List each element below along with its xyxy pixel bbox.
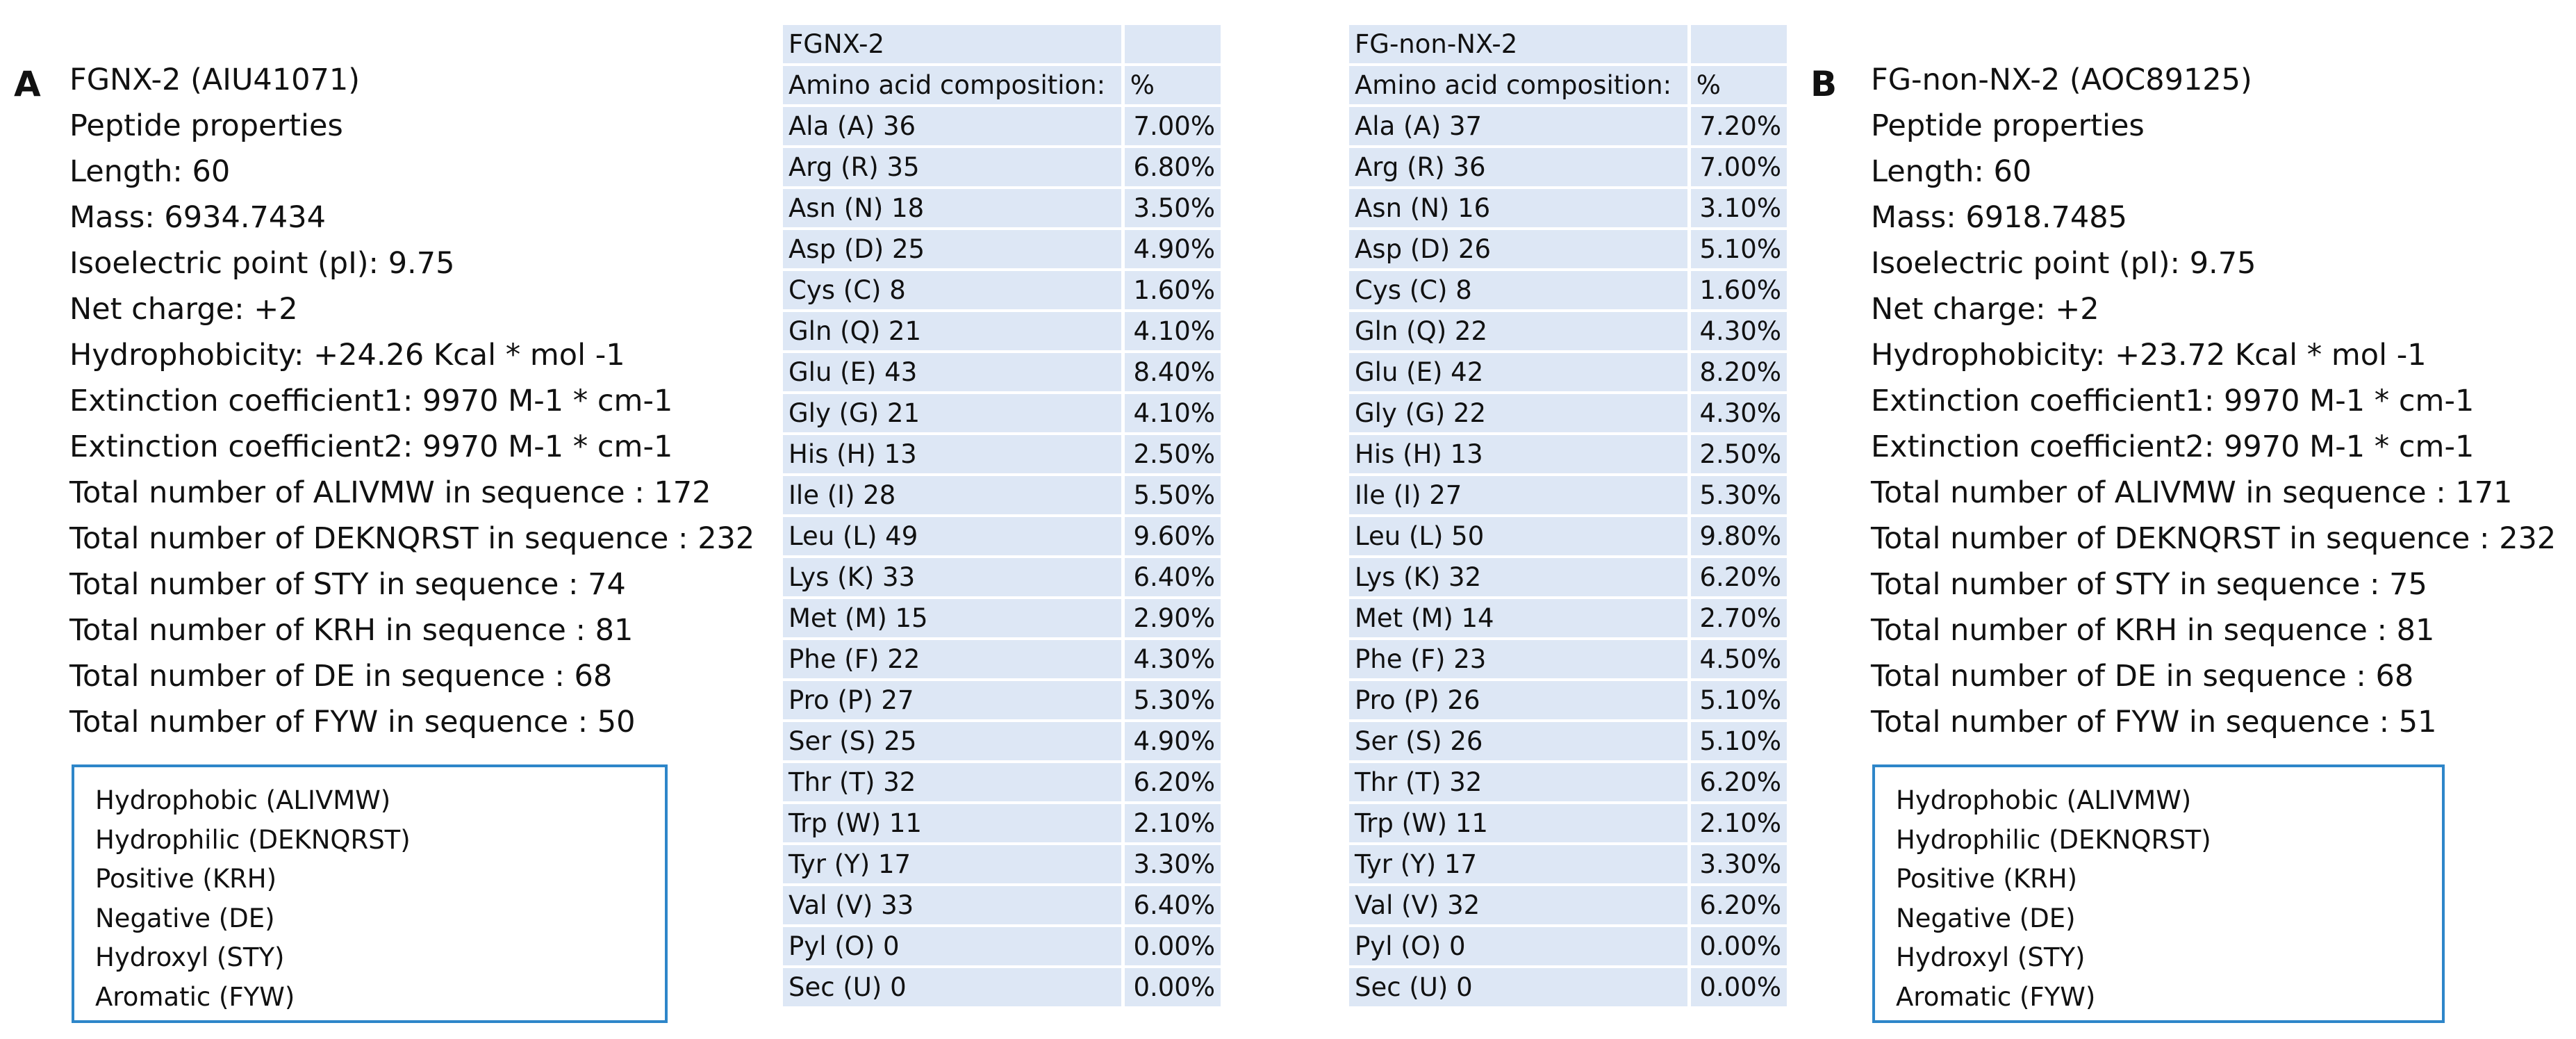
column-header-percent: % xyxy=(1691,66,1787,104)
table-row xyxy=(1349,312,1787,350)
amino-acid-count-cell: Val (V) 32 xyxy=(1349,886,1687,924)
table-row xyxy=(1349,968,1787,1006)
amino-acid-count-cell: Gln (Q) 21 xyxy=(783,312,1121,350)
amino-acid-percent-cell: 6.40% xyxy=(1125,558,1221,596)
table-row xyxy=(783,886,1221,924)
amino-acid-percent-cell: 6.20% xyxy=(1691,886,1787,924)
panel-a-line: Extinction coefficient2: 9970 M-1 * cm-1 xyxy=(69,429,673,464)
amino-acid-count-cell: Phe (F) 22 xyxy=(783,640,1121,678)
amino-acid-percent-cell: 4.30% xyxy=(1691,312,1787,350)
panel-a-line: Length: 60 xyxy=(69,154,231,189)
amino-acid-percent-cell: 5.10% xyxy=(1691,722,1787,760)
panel-a-line: Extinction coefficient1: 9970 M-1 * cm-1 xyxy=(69,384,673,418)
amino-acid-percent-cell: 5.30% xyxy=(1125,681,1221,719)
amino-acid-percent-cell: 5.30% xyxy=(1691,476,1787,514)
panel-b-line: Total number of KRH in sequence : 81 xyxy=(1871,613,2435,648)
panel-b-legend xyxy=(1872,764,2445,1023)
amino-acid-count-cell: Sec (U) 0 xyxy=(783,968,1121,1006)
panel-b-line: Total number of FYW in sequence : 51 xyxy=(1871,705,2437,739)
table-row xyxy=(1349,189,1787,227)
table-row xyxy=(1349,230,1787,268)
amino-acid-percent-cell: 5.10% xyxy=(1691,230,1787,268)
amino-acid-count-cell: Ile (I) 28 xyxy=(783,476,1121,514)
amino-acid-percent-cell: 4.50% xyxy=(1691,640,1787,678)
table-row xyxy=(1349,681,1787,719)
amino-acid-count-cell: His (H) 13 xyxy=(783,435,1121,473)
panel-b-line: Total number of DEKNQRST in sequence : 232 xyxy=(1871,521,2557,556)
amino-acid-count-cell: Val (V) 33 xyxy=(783,886,1121,924)
amino-acid-percent-cell: 0.00% xyxy=(1691,968,1787,1006)
amino-acid-percent-cell: 7.20% xyxy=(1691,107,1787,145)
legend-item: Hydrophobic (ALIVMW) xyxy=(1896,785,2192,815)
amino-acid-percent-cell: 0.00% xyxy=(1125,968,1221,1006)
panel-b-line: Hydrophobicity: +23.72 Kcal * mol -1 xyxy=(1871,338,2427,373)
table-row xyxy=(1349,927,1787,965)
column-header-composition: Amino acid composition: xyxy=(783,66,1121,104)
panel-b-line: Extinction coefficient1: 9970 M-1 * cm-1 xyxy=(1871,384,2475,418)
panel-b-line: Isoelectric point (pI): 9.75 xyxy=(1871,246,2256,281)
panel-b-properties xyxy=(1871,57,2556,745)
amino-acid-count-cell: Ile (I) 27 xyxy=(1349,476,1687,514)
legend-item: Aromatic (FYW) xyxy=(1896,981,2096,1012)
panel-a-line: Mass: 6934.7434 xyxy=(69,200,326,235)
amino-acid-percent-cell: 0.00% xyxy=(1125,927,1221,965)
amino-acid-percent-cell: 2.10% xyxy=(1125,804,1221,842)
legend-item: Negative (DE) xyxy=(95,903,275,933)
amino-acid-count-cell: Trp (W) 11 xyxy=(1349,804,1687,842)
amino-acid-percent-cell: 6.20% xyxy=(1125,763,1221,801)
table-row xyxy=(1349,394,1787,432)
amino-acid-count-cell: Met (M) 15 xyxy=(783,599,1121,637)
panel-a-line: Isoelectric point (pI): 9.75 xyxy=(69,246,455,281)
amino-acid-count-cell: Asn (N) 16 xyxy=(1349,189,1687,227)
legend-item: Hydrophobic (ALIVMW) xyxy=(95,785,391,815)
amino-acid-count-cell: His (H) 13 xyxy=(1349,435,1687,473)
column-header-percent: % xyxy=(1125,66,1221,104)
panel-b-line: Total number of DE in sequence : 68 xyxy=(1871,659,2414,694)
amino-acid-count-cell: Asp (D) 26 xyxy=(1349,230,1687,268)
table-row xyxy=(1349,353,1787,391)
amino-acid-percent-cell: 5.10% xyxy=(1691,681,1787,719)
panel-a-line: Total number of DEKNQRST in sequence : 232 xyxy=(69,521,755,556)
panel-a-line: Total number of ALIVMW in sequence : 172 xyxy=(69,475,711,510)
table-row xyxy=(783,681,1221,719)
panel-a-legend xyxy=(72,764,668,1023)
fg-non-nx2-composition-table xyxy=(1346,22,1790,1009)
amino-acid-percent-cell: 7.00% xyxy=(1691,148,1787,186)
legend-item: Positive (KRH) xyxy=(95,864,277,894)
amino-acid-percent-cell: 2.70% xyxy=(1691,599,1787,637)
panel-b-line: Mass: 6918.7485 xyxy=(1871,200,2127,235)
amino-acid-count-cell: Gly (G) 21 xyxy=(783,394,1121,432)
panel-a-line: Hydrophobicity: +24.26 Kcal * mol -1 xyxy=(69,338,625,373)
table-header-row xyxy=(783,66,1221,104)
table-row xyxy=(1349,476,1787,514)
table-row xyxy=(1349,640,1787,678)
panel-b-line: Total number of STY in sequence : 75 xyxy=(1871,567,2427,602)
amino-acid-percent-cell: 8.40% xyxy=(1125,353,1221,391)
table-name-row xyxy=(1349,25,1787,63)
amino-acid-percent-cell: 9.60% xyxy=(1125,517,1221,555)
amino-acid-count-cell: Asn (N) 18 xyxy=(783,189,1121,227)
amino-acid-percent-cell: 1.60% xyxy=(1691,271,1787,309)
amino-acid-count-cell: Leu (L) 50 xyxy=(1349,517,1687,555)
panel-a-line: Total number of KRH in sequence : 81 xyxy=(69,613,634,648)
table-header-row xyxy=(1349,66,1787,104)
table-name-spacer xyxy=(1125,25,1221,63)
amino-acid-count-cell: Ala (A) 36 xyxy=(783,107,1121,145)
legend-item: Aromatic (FYW) xyxy=(95,981,295,1012)
legend-item: Hydroxyl (STY) xyxy=(1896,942,2086,972)
amino-acid-count-cell: Glu (E) 43 xyxy=(783,353,1121,391)
amino-acid-count-cell: Pyl (O) 0 xyxy=(783,927,1121,965)
amino-acid-percent-cell: 7.00% xyxy=(1125,107,1221,145)
table-name-spacer xyxy=(1691,25,1787,63)
table-row xyxy=(1349,517,1787,555)
panel-a-title: FGNX-2 (AIU41071) xyxy=(69,63,360,97)
amino-acid-percent-cell: 4.90% xyxy=(1125,722,1221,760)
table-row xyxy=(1349,107,1787,145)
amino-acid-percent-cell: 6.80% xyxy=(1125,148,1221,186)
amino-acid-count-cell: Sec (U) 0 xyxy=(1349,968,1687,1006)
panel-a-line: Total number of STY in sequence : 74 xyxy=(69,567,626,602)
amino-acid-percent-cell: 2.50% xyxy=(1691,435,1787,473)
amino-acid-percent-cell: 2.90% xyxy=(1125,599,1221,637)
amino-acid-count-cell: Ser (S) 26 xyxy=(1349,722,1687,760)
table-name: FGNX-2 xyxy=(783,25,1121,63)
amino-acid-percent-cell: 0.00% xyxy=(1691,927,1787,965)
panel-b-line: Total number of ALIVMW in sequence : 171 xyxy=(1871,475,2513,510)
amino-acid-percent-cell: 6.40% xyxy=(1125,886,1221,924)
table-name: FG-non-NX-2 xyxy=(1349,25,1687,63)
table-row xyxy=(783,394,1221,432)
table-row xyxy=(1349,722,1787,760)
amino-acid-count-cell: Gly (G) 22 xyxy=(1349,394,1687,432)
amino-acid-percent-cell: 4.90% xyxy=(1125,230,1221,268)
table-row xyxy=(783,435,1221,473)
table-row xyxy=(1349,271,1787,309)
table-row xyxy=(783,927,1221,965)
panel-a-line: Total number of DE in sequence : 68 xyxy=(69,659,613,694)
panel-b-letter: B xyxy=(1810,64,1838,104)
panel-a-properties xyxy=(69,57,754,745)
amino-acid-percent-cell: 8.20% xyxy=(1691,353,1787,391)
table-row xyxy=(783,271,1221,309)
amino-acid-count-cell: Thr (T) 32 xyxy=(783,763,1121,801)
table-row xyxy=(783,312,1221,350)
table-row xyxy=(1349,435,1787,473)
table-row xyxy=(783,353,1221,391)
amino-acid-percent-cell: 3.30% xyxy=(1125,845,1221,883)
amino-acid-count-cell: Ser (S) 25 xyxy=(783,722,1121,760)
amino-acid-count-cell: Tyr (Y) 17 xyxy=(783,845,1121,883)
table-row xyxy=(783,189,1221,227)
amino-acid-count-cell: Met (M) 14 xyxy=(1349,599,1687,637)
table-row xyxy=(783,107,1221,145)
amino-acid-percent-cell: 2.10% xyxy=(1691,804,1787,842)
table-row xyxy=(1349,763,1787,801)
table-row xyxy=(783,722,1221,760)
legend-item: Hydrophilic (DEKNQRST) xyxy=(1896,824,2211,855)
legend-item: Positive (KRH) xyxy=(1896,864,2078,894)
amino-acid-count-cell: Trp (W) 11 xyxy=(783,804,1121,842)
amino-acid-percent-cell: 5.50% xyxy=(1125,476,1221,514)
table-row xyxy=(783,476,1221,514)
legend-item: Hydrophilic (DEKNQRST) xyxy=(95,824,411,855)
amino-acid-percent-cell: 1.60% xyxy=(1125,271,1221,309)
amino-acid-count-cell: Gln (Q) 22 xyxy=(1349,312,1687,350)
amino-acid-count-cell: Arg (R) 36 xyxy=(1349,148,1687,186)
amino-acid-count-cell: Tyr (Y) 17 xyxy=(1349,845,1687,883)
table-row xyxy=(1349,845,1787,883)
table-row xyxy=(783,517,1221,555)
amino-acid-count-cell: Glu (E) 42 xyxy=(1349,353,1687,391)
legend-item: Negative (DE) xyxy=(1896,903,2076,933)
table-row xyxy=(1349,148,1787,186)
amino-acid-percent-cell: 4.10% xyxy=(1125,312,1221,350)
panel-b-line: Extinction coefficient2: 9970 M-1 * cm-1 xyxy=(1871,429,2475,464)
amino-acid-count-cell: Leu (L) 49 xyxy=(783,517,1121,555)
amino-acid-count-cell: Lys (K) 32 xyxy=(1349,558,1687,596)
panel-a-line: Peptide properties xyxy=(69,108,343,143)
panel-b-line: Peptide properties xyxy=(1871,108,2145,143)
table-row xyxy=(783,640,1221,678)
table-row xyxy=(783,148,1221,186)
table-row xyxy=(1349,886,1787,924)
table-row xyxy=(783,804,1221,842)
amino-acid-count-cell: Cys (C) 8 xyxy=(783,271,1121,309)
legend-item: Hydroxyl (STY) xyxy=(95,942,285,972)
panel-b-line: Length: 60 xyxy=(1871,154,2032,189)
amino-acid-count-cell: Pro (P) 27 xyxy=(783,681,1121,719)
amino-acid-percent-cell: 6.20% xyxy=(1691,558,1787,596)
amino-acid-count-cell: Asp (D) 25 xyxy=(783,230,1121,268)
table-name-row xyxy=(783,25,1221,63)
amino-acid-count-cell: Thr (T) 32 xyxy=(1349,763,1687,801)
table-row xyxy=(783,599,1221,637)
amino-acid-count-cell: Pro (P) 26 xyxy=(1349,681,1687,719)
amino-acid-count-cell: Cys (C) 8 xyxy=(1349,271,1687,309)
amino-acid-percent-cell: 4.30% xyxy=(1125,640,1221,678)
amino-acid-count-cell: Arg (R) 35 xyxy=(783,148,1121,186)
amino-acid-count-cell: Lys (K) 33 xyxy=(783,558,1121,596)
amino-acid-count-cell: Ala (A) 37 xyxy=(1349,107,1687,145)
amino-acid-percent-cell: 4.30% xyxy=(1691,394,1787,432)
amino-acid-count-cell: Phe (F) 23 xyxy=(1349,640,1687,678)
table-row xyxy=(783,558,1221,596)
amino-acid-percent-cell: 4.10% xyxy=(1125,394,1221,432)
table-row xyxy=(1349,558,1787,596)
table-row xyxy=(1349,599,1787,637)
amino-acid-percent-cell: 3.50% xyxy=(1125,189,1221,227)
amino-acid-percent-cell: 3.10% xyxy=(1691,189,1787,227)
table-row xyxy=(783,230,1221,268)
panel-b-title: FG-non-NX-2 (AOC89125) xyxy=(1871,63,2252,97)
amino-acid-percent-cell: 6.20% xyxy=(1691,763,1787,801)
fgnx2-composition-table xyxy=(779,22,1224,1009)
panel-a-line: Total number of FYW in sequence : 50 xyxy=(69,705,636,739)
table-row xyxy=(783,968,1221,1006)
table-row xyxy=(783,845,1221,883)
column-header-composition: Amino acid composition: xyxy=(1349,66,1687,104)
amino-acid-percent-cell: 9.80% xyxy=(1691,517,1787,555)
amino-acid-count-cell: Pyl (O) 0 xyxy=(1349,927,1687,965)
table-row xyxy=(783,763,1221,801)
panel-a-line: Net charge: +2 xyxy=(69,292,298,327)
panel-a-letter: A xyxy=(14,64,41,104)
table-row xyxy=(1349,804,1787,842)
panel-b-line: Net charge: +2 xyxy=(1871,292,2099,327)
amino-acid-percent-cell: 2.50% xyxy=(1125,435,1221,473)
amino-acid-percent-cell: 3.30% xyxy=(1691,845,1787,883)
